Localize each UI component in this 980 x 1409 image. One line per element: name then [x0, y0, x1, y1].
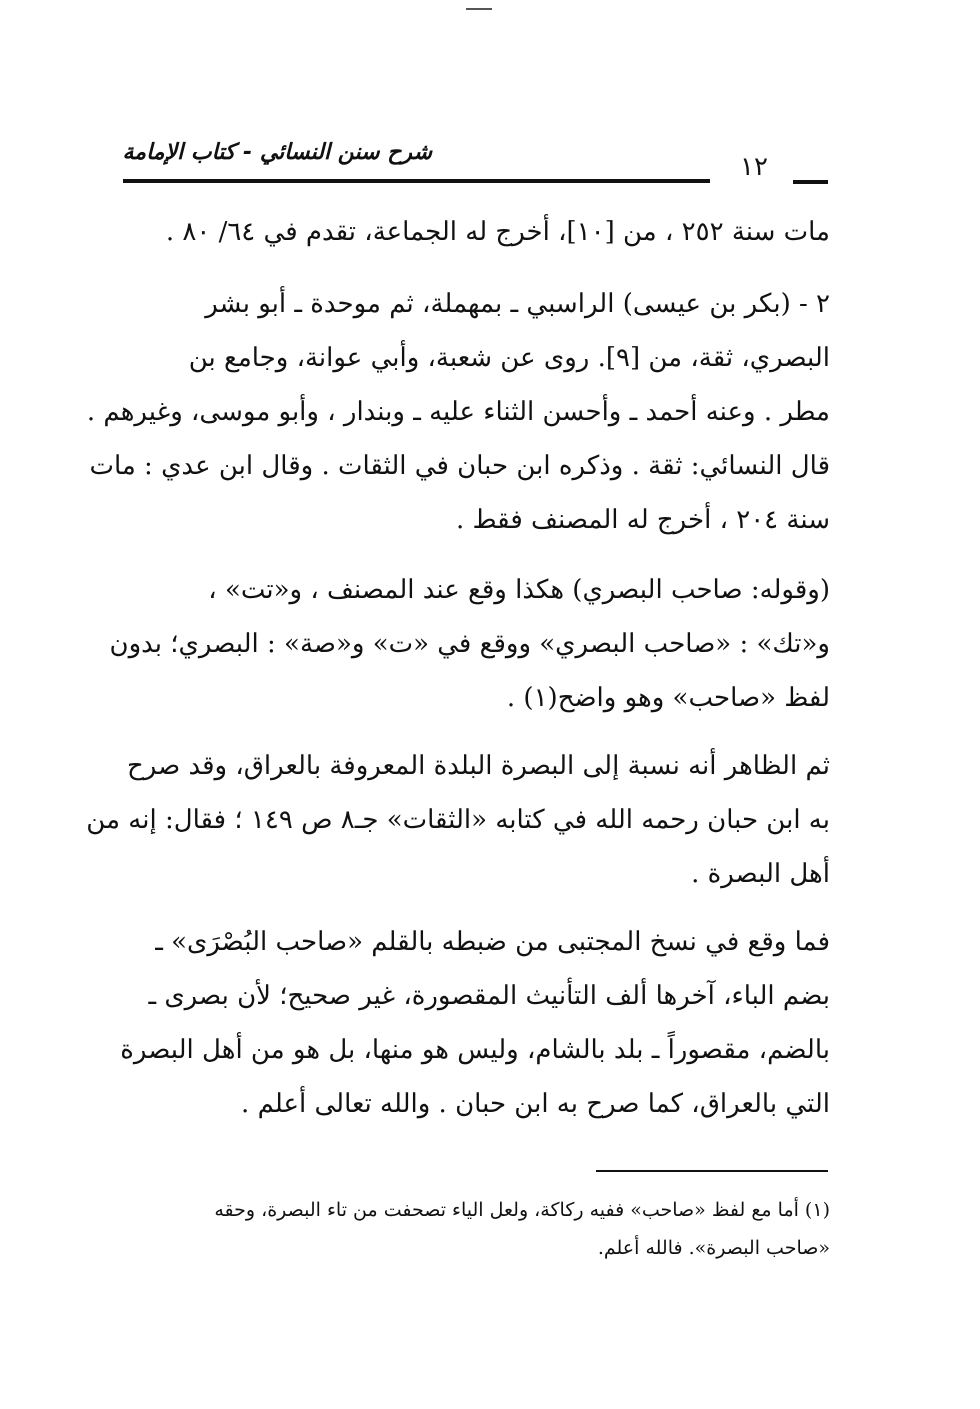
page-number: ١٢: [740, 152, 768, 182]
page-number-dash: [793, 180, 828, 184]
body-line: التي بالعراق، كما صرح به ابن حبان . والله تعالى أعلم .: [241, 1089, 830, 1119]
footnote-line: (١) أما مع لفظ «صاحب» ففيه ركاكة، ولعل الياء تصحفت من تاء البصرة، وحقه: [214, 1199, 830, 1221]
top-crop-mark: [466, 8, 492, 10]
body-line: لفظ «صاحب» وهو واضح(١) .: [506, 683, 830, 713]
body-line: ٢ - (بكر بن عيسى) الراسبي ـ بمهملة، ثم موحدة ـ أبو بشر: [205, 289, 830, 319]
body-line: مطر . وعنه أحمد ـ وأحسن الثناء عليه ـ وبندار ، وأبو موسى، وغيرهم .: [86, 397, 830, 427]
running-title: شرح سنن النسائي - كتاب الإمامة: [122, 140, 432, 165]
body-line: البصري، ثقة، من [٩]. روى عن شعبة، وأبي عوانة، وجامع بن: [188, 343, 830, 373]
body-line: بضم الباء، آخرها ألف التأنيث المقصورة، غير صحيح؛ لأن بصرى ـ: [148, 981, 830, 1011]
body-line: فما وقع في نسخ المجتبى من ضبطه بالقلم «صاحب البُصْرَى» ـ: [155, 927, 830, 957]
body-line: (وقوله: صاحب البصري) هكذا وقع عند المصنف ، و«تت» ،: [208, 575, 830, 605]
body-line: ثم الظاهر أنه نسبة إلى البصرة البلدة المعروفة بالعراق، وقد صرح: [126, 751, 830, 781]
body-line: أهل البصرة .: [691, 859, 830, 889]
body-line: و«تك» : «صاحب البصري» ووقع في «ت» و«صة» : البصري؛ بدون: [109, 629, 830, 659]
body-line: بالضم، مقصوراً ـ بلد بالشام، وليس هو منها، بل هو من أهل البصرة: [120, 1035, 830, 1065]
footnote-rule: [596, 1170, 828, 1172]
body-line: سنة ٢٠٤ ، أخرج له المصنف فقط .: [455, 505, 830, 535]
header-rule: [123, 179, 710, 183]
footnote-line: «صاحب البصرة». فالله أعلم.: [597, 1237, 830, 1259]
body-line: مات سنة ٢٥٢ ، من [١٠]، أخرج له الجماعة، تقدم في ٦٤/ ٨٠ .: [165, 217, 830, 247]
body-line: به ابن حبان رحمه الله في كتابه «الثقات» جـ٨ ص ١٤٩ ؛ فقال: إنه من: [86, 805, 830, 835]
body-line: قال النسائي: ثقة . وذكره ابن حبان في الثقات . وقال ابن عدي : مات: [89, 451, 830, 481]
